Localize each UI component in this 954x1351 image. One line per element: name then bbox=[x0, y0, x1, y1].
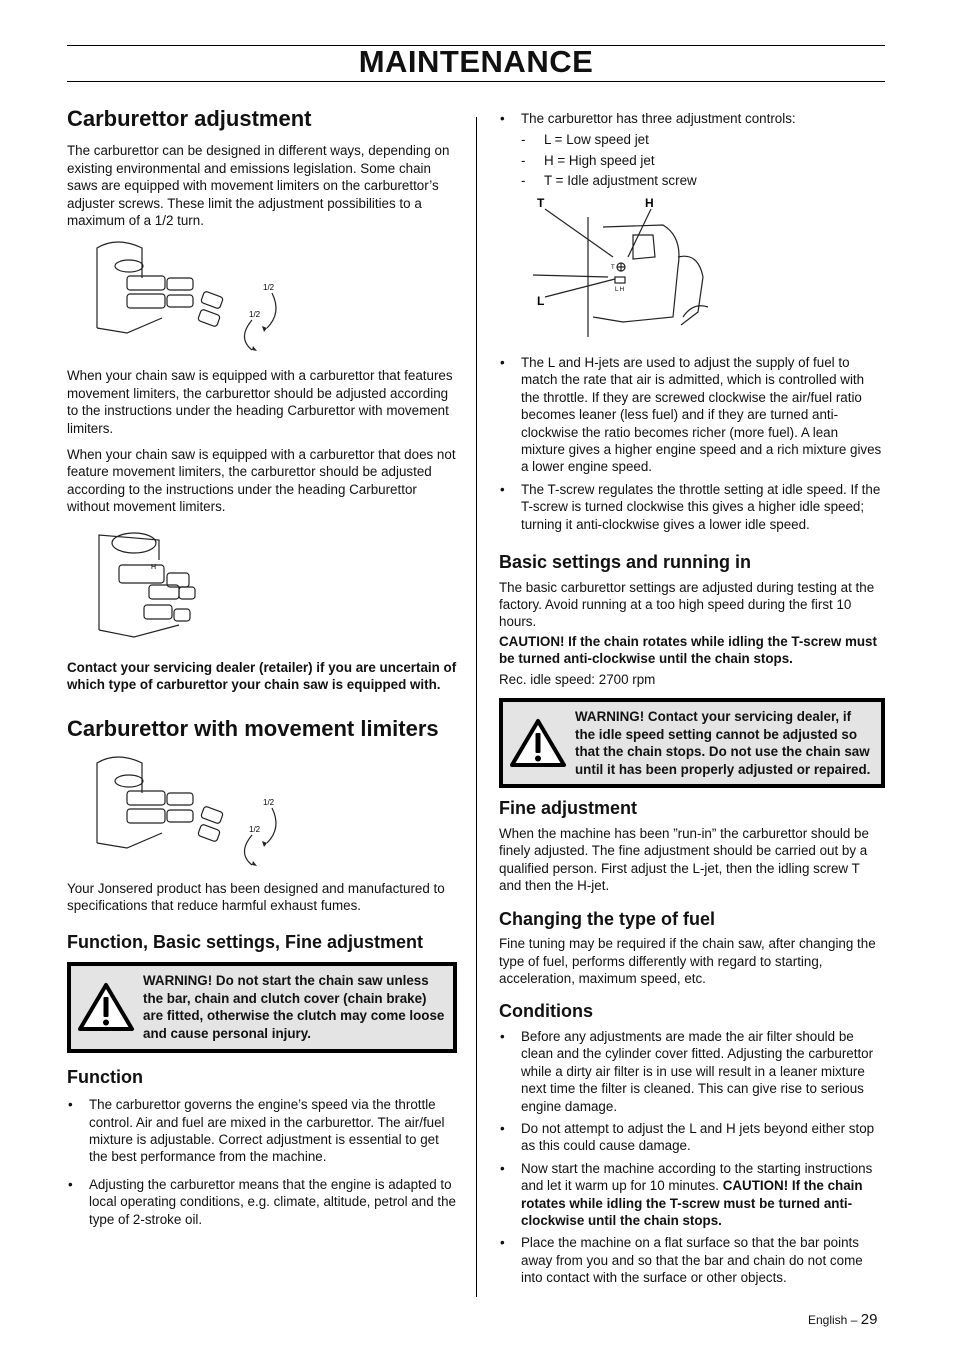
list-item: • The carburettor governs the engine’s speed via the throttle control. Air and fuel are mixed in the carburettor. The air/fuel mixture is adjustable. Correct adjustment is essential to get the best performance from the machine. bbox=[67, 1096, 457, 1166]
carburettor-controls-illustration bbox=[533, 197, 733, 342]
control-idle-screw: - T = Idle adjustment screw bbox=[521, 171, 885, 192]
list-item bbox=[499, 110, 885, 192]
heading-function: Function bbox=[67, 1066, 143, 1087]
list-item: • The T-screw regulates the throttle setting at idle speed. If the T-screw is turned clockwise this gives a higher idle speed; turning it anti-clockwise gives a lower idle speed. bbox=[499, 481, 885, 533]
controls-dash-list bbox=[521, 130, 885, 192]
page-title: MAINTENANCE bbox=[358, 44, 594, 79]
heading-basic-settings: Basic settings and running in bbox=[499, 551, 752, 572]
fig3-half-turn-label-h: 1/2 bbox=[263, 797, 275, 807]
fig2-label-h: H bbox=[151, 563, 157, 571]
warning-triangle-icon bbox=[507, 718, 569, 768]
fig-small-label-t: T bbox=[611, 264, 615, 271]
fine-adjustment-paragraph: When the machine has been ”run-in” the carburettor should be finely adjusted. The fine adjustment should be carried out by a qualified person. First adjust the L-jet, then the idling screw T and then the H-jet. bbox=[499, 825, 869, 894]
condition-start-caution: CAUTION! If the chain rotates while idling the T-screw must be turned anti-clockwise until the chain stops. bbox=[521, 1178, 863, 1229]
page-footer bbox=[808, 1311, 877, 1328]
fig1-half-turn-label-h: 1/2 bbox=[263, 283, 275, 293]
control-high-speed-jet: - H = High speed jet bbox=[521, 151, 885, 172]
heading-function-basic-fine: Function, Basic settings, Fine adjustment bbox=[67, 931, 424, 952]
controls-bullet-list bbox=[499, 110, 885, 192]
list-item: • Place the machine on a flat surface so that the bar points away from you and so that the bar and chain do not come into contact with the surface or other objects. bbox=[499, 1234, 885, 1286]
warning-box-start bbox=[67, 962, 457, 1052]
heading-carburettor-adjustment: Carburettor adjustment bbox=[67, 106, 312, 131]
warning-text-dealer: WARNING! Contact your servicing dealer, if the idle speed setting cannot be adjusted so that the chain stops. Do not use the chain saw until it has been properly adjusted or repaired. bbox=[575, 709, 871, 777]
idle-speed-value: Rec. idle speed: 2700 rpm bbox=[499, 671, 656, 687]
fig1-half-turn-label-l: 1/2 bbox=[249, 310, 261, 320]
carburettor-no-limiter-illustration bbox=[89, 525, 249, 645]
paragraph-without-limiters: When your chain saw is equipped with a carburettor that does not feature movement limiters, the carburettor should be adjusted according to the instructions under the heading Carburettor without movement limiters. bbox=[67, 447, 456, 515]
jonsered-emissions-paragraph: Your Jonsered product has been designed and manufactured to specifications that reduce harmful exhaust fumes. bbox=[67, 880, 445, 914]
heading-changing-fuel: Changing the type of fuel bbox=[499, 908, 715, 929]
warning-text-start: WARNING! Do not start the chain saw unless the bar, chain and clutch cover (chain brake) are fitted, otherwise the clutch may come loose and cause personal injury. bbox=[143, 973, 445, 1042]
changing-fuel-paragraph: Fine tuning may be required if the chain saw, after changing the type of fuel, performs differently with regard to starting, acceleration, maximum speed, etc. bbox=[499, 936, 876, 986]
basic-settings-paragraph: The basic carburettor settings are adjusted during testing at the factory. Avoid running at a too high speed during the first 10 hours. bbox=[499, 579, 875, 630]
header-bottom-rule bbox=[67, 81, 885, 82]
contact-dealer-note: Contact your servicing dealer (retailer) if you are uncertain of which type of carburettor your chain saw is equipped with. bbox=[67, 659, 457, 693]
intro-paragraph: The carburettor can be designed in different ways, depending on existing environmental and emissions legislation. Some chain saws are equipped with movement limiters on the carburettor’s adjuster screws. These limit the adjustment possibilities to a maximum of a 1/2 turn. bbox=[67, 143, 450, 229]
list-item: • Adjusting the carburettor means that the engine is adapted to local operating conditions, e.g. climate, altitude, petrol and the type of 2-stroke oil. bbox=[67, 1176, 457, 1228]
warning-triangle-icon bbox=[75, 982, 137, 1032]
list-item: • The L and H-jets are used to adjust the supply of fuel to match the rate that air is admitted, which is controlled with the throttle. If they are screwed clockwise the air/fuel ratio becomes leaner (less fuel) and if they are turned anti-clockwise the ratio becomes richer (more fuel). A lean mixture gives a higher engine speed and a rich mixture gives a lower engine speed. bbox=[499, 354, 885, 476]
left-column bbox=[67, 106, 457, 1233]
carburettor-limiter-illustration-2 bbox=[87, 753, 307, 868]
column-divider bbox=[476, 117, 477, 1297]
footer-dash: – bbox=[850, 1313, 858, 1327]
list-item: • Do not attempt to adjust the L and H jets beyond either stop as this could cause damage. bbox=[499, 1120, 885, 1155]
list-item bbox=[499, 1160, 885, 1230]
fig3-half-turn-label-l: 1/2 bbox=[249, 824, 261, 834]
fig-small-label-lh: L H bbox=[615, 286, 625, 293]
caution-basic-settings: CAUTION! If the chain rotates while idling the T-screw must be turned anti-clockwise until the chain stops. bbox=[499, 633, 877, 667]
carburettor-limiter-illustration bbox=[87, 238, 307, 353]
warning-box-dealer bbox=[499, 698, 885, 788]
heading-conditions: Conditions bbox=[499, 1001, 593, 1022]
fig-label-h: H bbox=[645, 196, 654, 210]
heading-carburettor-with-limiters: Carburettor with movement limiters bbox=[67, 716, 439, 742]
page-number: 29 bbox=[860, 1311, 878, 1328]
paragraph-with-limiters: When your chain saw is equipped with a carburettor that features movement limiters, the carburettor should be adjusted according to the instructions under the heading Carburettor with movement limiters. bbox=[67, 368, 453, 436]
right-column bbox=[499, 110, 885, 1292]
jets-bullet-list bbox=[499, 354, 885, 533]
control-low-speed-jet: - L = Low speed jet bbox=[521, 130, 885, 151]
condition-start-text: Now start the machine according to the starting instructions and let it warm up for 10 minutes. bbox=[521, 1160, 873, 1194]
conditions-bullet-list bbox=[499, 1028, 885, 1287]
fig-label-l: L bbox=[537, 293, 545, 308]
controls-intro: The carburettor has three adjustment controls: bbox=[521, 111, 796, 126]
footer-language: English bbox=[808, 1313, 848, 1327]
fig-label-t: T bbox=[537, 196, 545, 210]
function-bullet-list bbox=[67, 1096, 457, 1228]
heading-fine-adjustment: Fine adjustment bbox=[499, 798, 638, 819]
list-item: • Before any adjustments are made the air filter should be clean and the cylinder cover fitted. Adjusting the carburettor while a dirty air filter is in use will result in a leaner mixture next time the filter is cleaned. This can give rise to serious engine damage. bbox=[499, 1028, 885, 1115]
